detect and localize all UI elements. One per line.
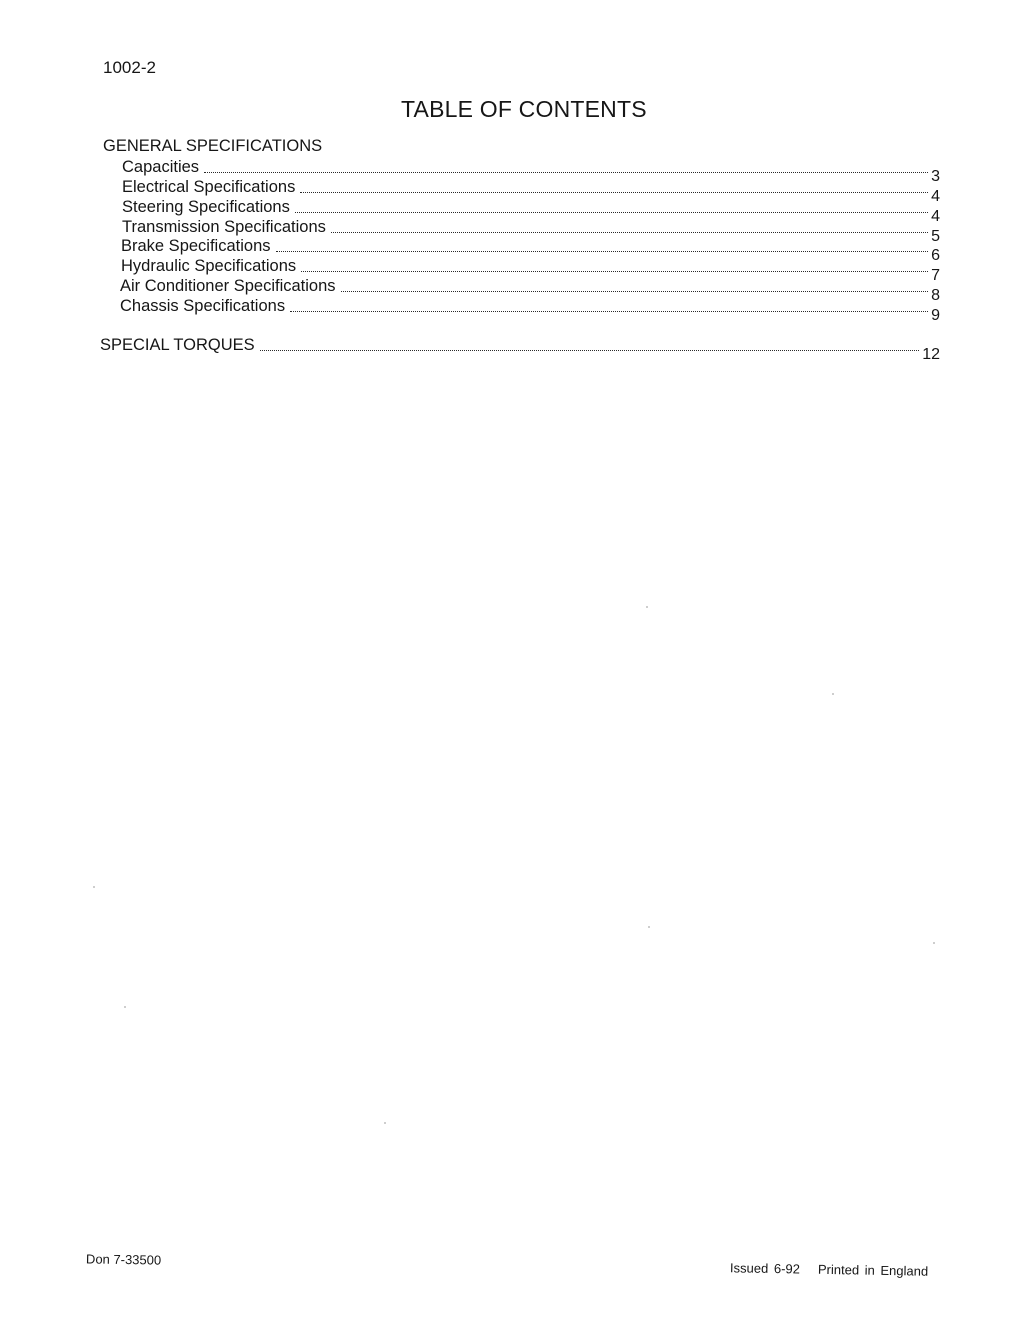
scan-speck	[832, 693, 834, 695]
toc-entry-transmission-specifications[interactable]	[122, 217, 940, 245]
page-title: TABLE OF CONTENTS	[401, 96, 647, 122]
table-of-contents	[0, 0, 1024, 400]
toc-entry-air-conditioner-specifications[interactable]	[120, 276, 940, 304]
toc-entry-hydraulic-specifications[interactable]	[121, 256, 940, 284]
toc-entry-label: Hydraulic Specifications	[121, 257, 297, 275]
toc-entry-page: 12	[922, 346, 940, 363]
section-heading-general-specifications: GENERAL SPECIFICATIONS	[103, 137, 323, 155]
dot-leader	[290, 311, 928, 312]
scan-speck	[384, 1122, 386, 1124]
footer-issue-info	[730, 1260, 928, 1278]
toc-entry-page: 9	[931, 307, 940, 324]
footer-issued: Issued 6-92	[729, 1260, 801, 1277]
dot-leader	[341, 291, 929, 292]
toc-entry-page: 7	[931, 267, 940, 284]
dot-leader	[300, 192, 928, 193]
section-heading-special-torques: SPECIAL TORQUES	[100, 336, 255, 354]
toc-entry-capacities[interactable]	[122, 157, 940, 185]
toc-entry-label: Chassis Specifications	[120, 297, 286, 315]
dot-leader	[331, 232, 928, 233]
toc-entry-label: Brake Specifications	[121, 237, 271, 255]
toc-entry-steering-specifications[interactable]	[122, 197, 940, 225]
toc-entry-electrical-specifications[interactable]	[122, 177, 940, 205]
dot-leader	[295, 212, 928, 213]
scan-speck	[933, 942, 935, 944]
toc-entry-page: 5	[931, 228, 940, 245]
scan-speck	[646, 606, 648, 608]
toc-entry-page: 4	[931, 208, 940, 225]
toc-entry-label: Electrical Specifications	[122, 178, 296, 196]
toc-entry-special-torques[interactable]	[100, 335, 940, 363]
scan-speck	[93, 886, 95, 888]
scan-speck	[124, 1006, 126, 1008]
toc-entry-label: Air Conditioner Specifications	[120, 277, 336, 295]
footer-printed: Printed in England	[817, 1261, 929, 1279]
toc-entry-brake-specifications[interactable]	[121, 236, 940, 264]
dot-leader	[276, 251, 929, 252]
scan-speck	[648, 926, 650, 928]
toc-entry-label: Capacities	[122, 158, 200, 176]
toc-entry-page: 3	[931, 168, 940, 185]
toc-entry-page: 6	[931, 247, 940, 264]
footer-document-number: Don 7-33500	[85, 1251, 162, 1268]
toc-entry-chassis-specifications[interactable]	[120, 296, 940, 324]
dot-leader	[204, 172, 928, 173]
dot-leader	[260, 350, 920, 351]
toc-entry-page: 8	[931, 287, 940, 304]
toc-entry-label: Steering Specifications	[122, 198, 290, 216]
page-number: 1002-2	[103, 58, 156, 77]
toc-entry-label: Transmission Specifications	[122, 218, 326, 236]
dot-leader	[301, 271, 928, 272]
toc-entry-page: 4	[931, 188, 940, 205]
